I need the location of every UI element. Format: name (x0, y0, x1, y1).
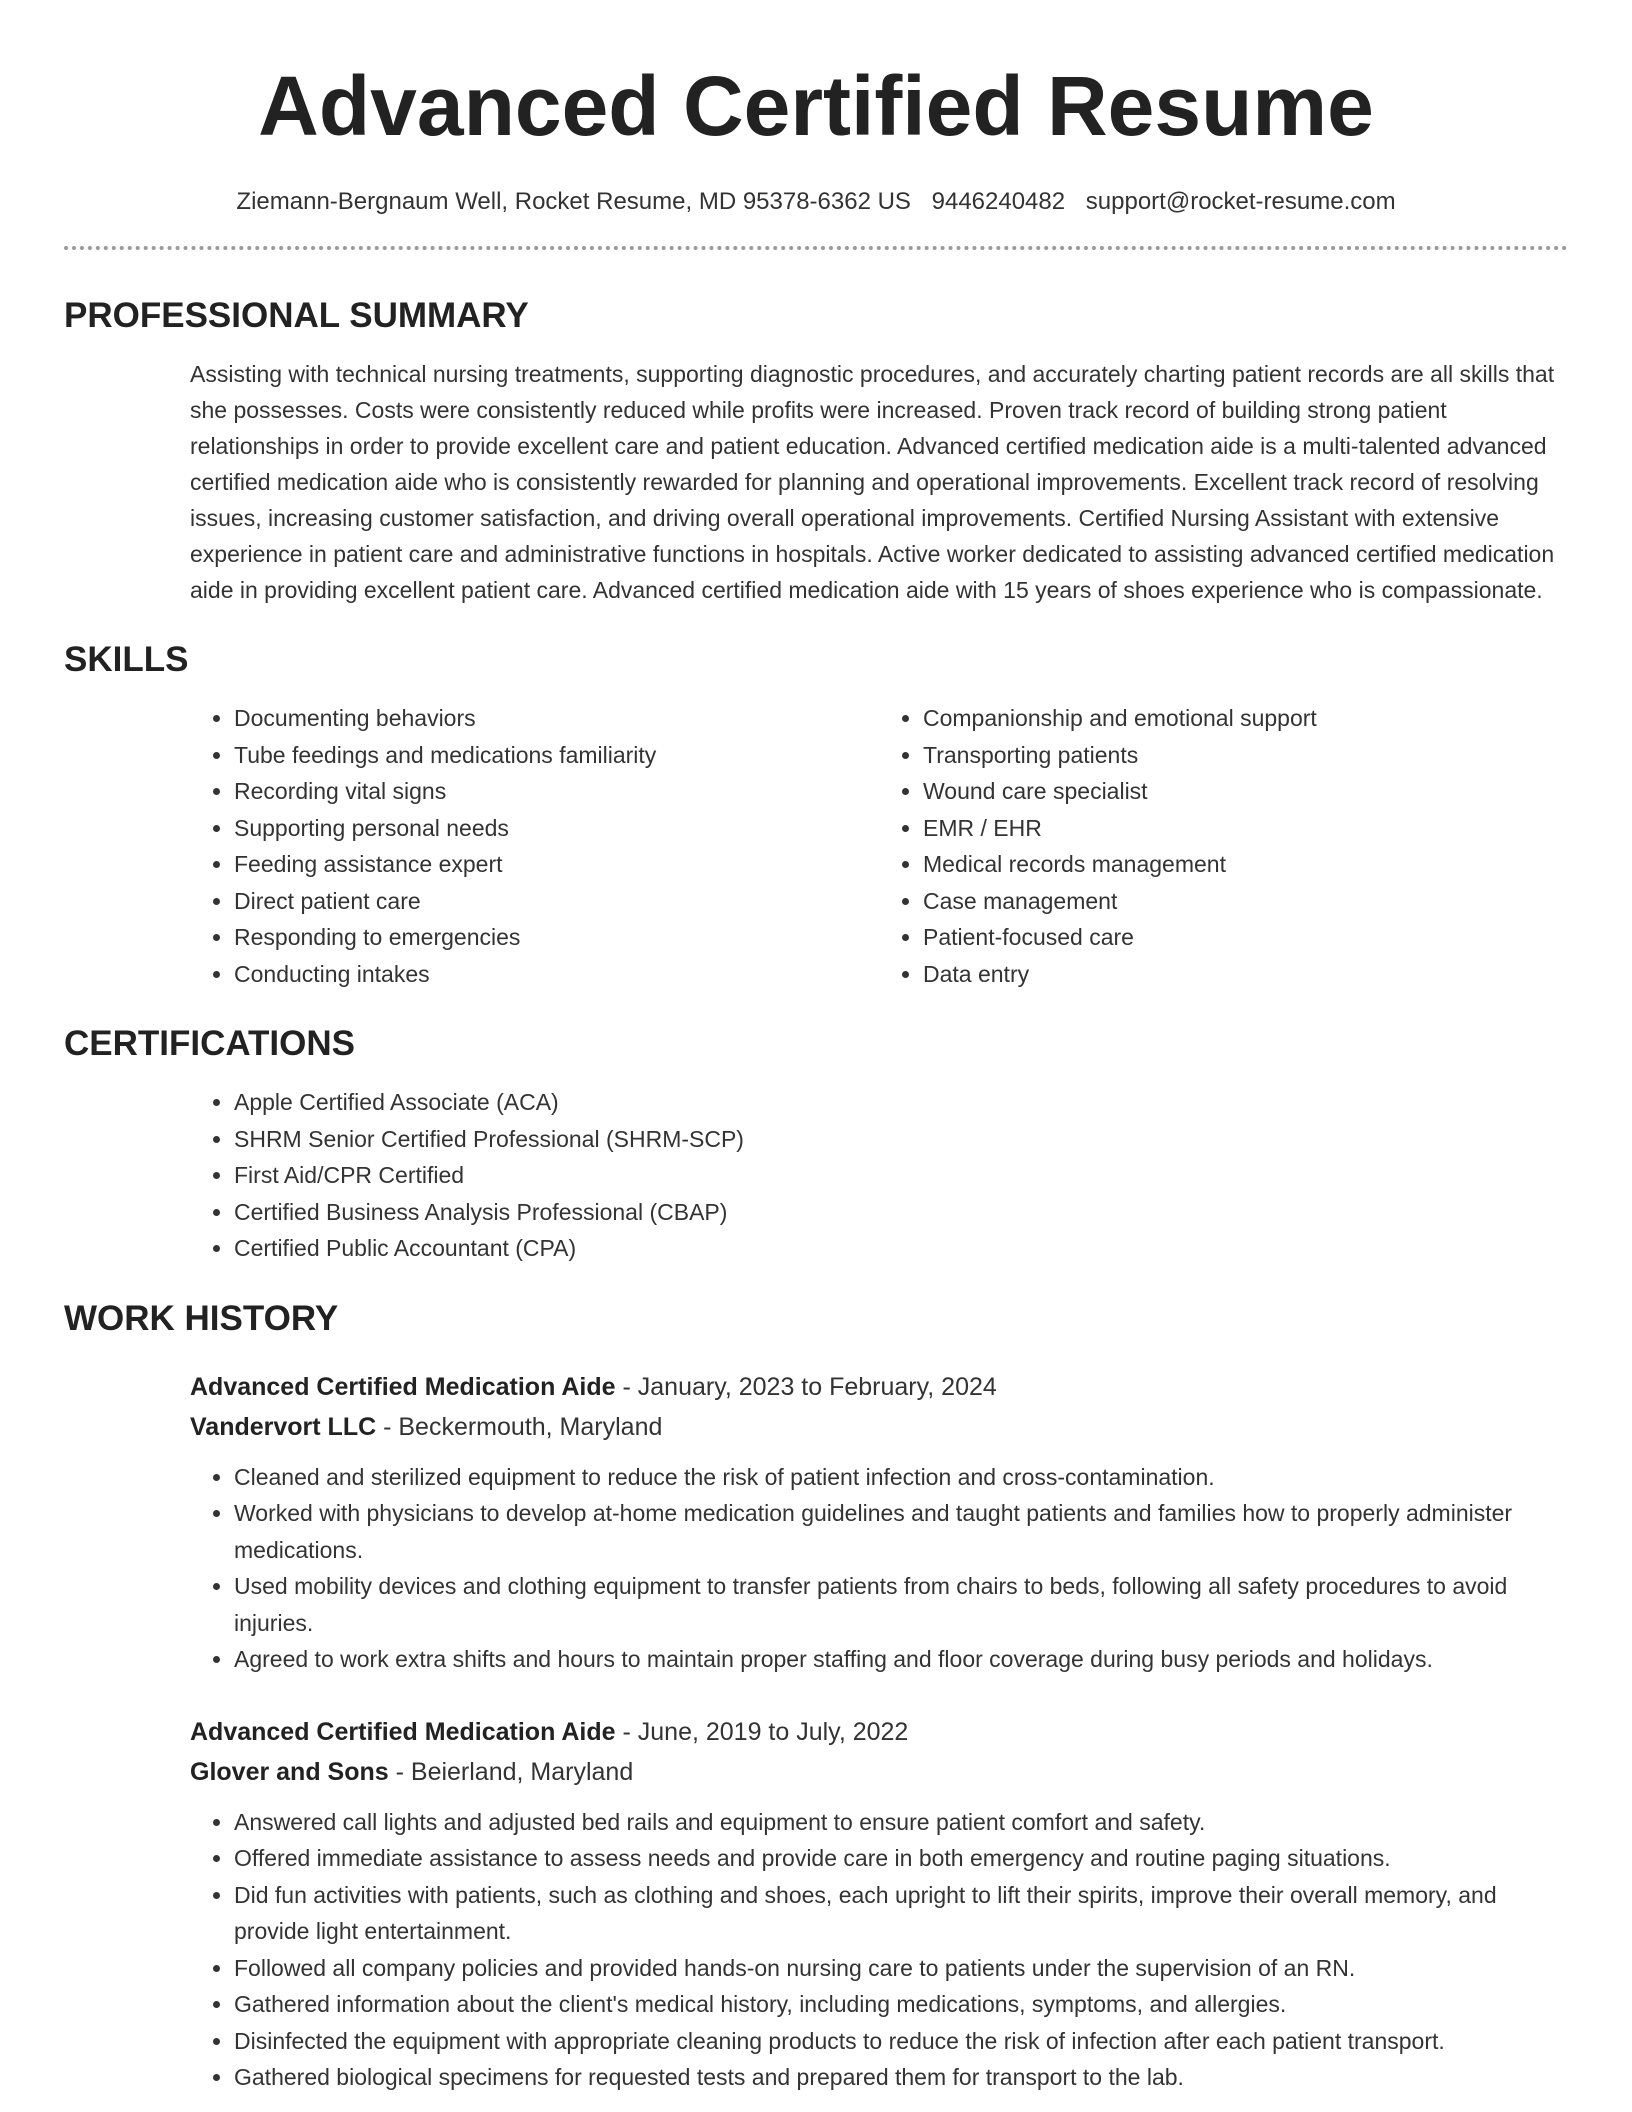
job-title: Advanced Certified Medication Aide (190, 1717, 616, 1746)
contact-address: Ziemann-Bergnaum Well, Rocket Resume, MD 95378-6362 US (236, 188, 911, 215)
skill-item: • Supporting personal needs (234, 810, 879, 847)
contact-phone: 9446240482 (931, 188, 1066, 215)
job-company-line (190, 1407, 1568, 1447)
job-bullet: • Disinfected the equipment with appropriate cleaning products to reduce the risk of infection after each patient transport. (234, 2023, 1568, 2060)
skill-item: • Documenting behaviors (234, 700, 879, 737)
skill-item: • Feeding assistance expert (234, 846, 879, 883)
job-bullets (190, 1804, 1568, 2096)
certifications-heading: CERTIFICATIONS (64, 1024, 356, 1063)
job-bullet: • Offered immediate assistance to assess needs and provide care in both emergency and routine paging situations. (234, 1840, 1568, 1877)
certification-item: • First Aid/CPR Certified (234, 1157, 1568, 1194)
job-title-line (190, 1712, 1568, 1752)
summary-text: Assisting with technical nursing treatments, supporting diagnostic procedures, and accurately charting patient records are all skills that she possesses. Costs were consistently reduced while profits were increased. Proven track record of building strong patient relationships in order to provide excellent care and patient education. Advanced certified medication aide is a multi-talented advanced certified medication aide who is consistently rewarded for planning and operational improvements. Excellent track record of resolving issues, increasing customer satisfaction, and driving overall operational improvements. Certified Nursing Assistant with extensive experience in patient care and administrative functions in hospitals. Active worker dedicated to assisting advanced certified medication aide in providing excellent patient care. Advanced certified medication aide with 15 years of shoes experience who is compassionate. (190, 361, 1555, 603)
skill-item: • Responding to emergencies (234, 919, 879, 956)
skills-section (64, 638, 1568, 992)
skill-item: • Tube feedings and medications familiarity (234, 737, 879, 774)
summary-heading: PROFESSIONAL SUMMARY (64, 296, 529, 335)
certification-item: • Apple Certified Associate (ACA) (234, 1084, 1568, 1121)
job-bullet: • Gathered information about the client's medical history, including medications, symptoms, and allergies. (234, 1986, 1568, 2023)
job-bullet: • Worked with physicians to develop at-home medication guidelines and taught patients and families how to properly administer medications. (234, 1495, 1568, 1568)
job-bullet: • Agreed to work extra shifts and hours to maintain proper staffing and floor coverage during busy periods and holidays. (234, 1641, 1568, 1678)
skills-heading: SKILLS (64, 640, 189, 679)
certification-item: • SHRM Senior Certified Professional (SHRM-SCP) (234, 1121, 1568, 1158)
resume-title: Advanced Certified Resume (258, 59, 1374, 153)
summary-section (64, 294, 1568, 608)
skill-item: • Data entry (923, 956, 1568, 993)
job-entry (190, 1712, 1568, 2096)
job-title: Advanced Certified Medication Aide (190, 1372, 616, 1401)
certification-item: • Certified Public Accountant (CPA) (234, 1230, 1568, 1267)
job-dates: - June, 2019 to July, 2022 (615, 1717, 909, 1746)
skills-list-right (879, 700, 1568, 992)
skill-item: • Conducting intakes (234, 956, 879, 993)
skill-item: • Direct patient care (234, 883, 879, 920)
skill-item: • Recording vital signs (234, 773, 879, 810)
skills-columns (190, 700, 1568, 992)
job-dates: - January, 2023 to February, 2024 (615, 1372, 997, 1401)
header-divider (64, 246, 1568, 250)
contact-line (64, 186, 1568, 218)
job-company: Vandervort LLC (190, 1412, 377, 1441)
skill-item: • Transporting patients (923, 737, 1568, 774)
skill-item: • Wound care specialist (923, 773, 1568, 810)
resume-page (64, 0, 1568, 2096)
work-history-heading: WORK HISTORY (64, 1298, 339, 1338)
job-location: - Beckermouth, Maryland (376, 1412, 663, 1441)
certification-item: • Certified Business Analysis Professional (CBAP) (234, 1194, 1568, 1231)
job-bullets (190, 1459, 1568, 1678)
job-company-line (190, 1752, 1568, 1792)
skills-list-left (190, 700, 879, 992)
work-history-section (64, 1297, 1568, 2096)
job-bullet: • Gathered biological specimens for requested tests and prepared them for transport to the lab. (234, 2059, 1568, 2096)
job-entry (190, 1367, 1568, 1678)
skill-item: • Case management (923, 883, 1568, 920)
job-bullet: • Used mobility devices and clothing equipment to transfer patients from chairs to beds, following all safety procedures to avoid injuries. (234, 1568, 1568, 1641)
skill-item: • EMR / EHR (923, 810, 1568, 847)
skill-item: • Companionship and emotional support (923, 700, 1568, 737)
contact-email[interactable]: support@rocket-resume.com (1085, 188, 1396, 215)
job-bullet: • Followed all company policies and provided hands-on nursing care to patients under the supervision of an RN. (234, 1950, 1568, 1987)
certifications-section (64, 1022, 1568, 1267)
job-bullet: • Cleaned and sterilized equipment to reduce the risk of patient infection and cross-contamination. (234, 1459, 1568, 1496)
skill-item: • Patient-focused care (923, 919, 1568, 956)
job-location: - Beierland, Maryland (388, 1757, 634, 1786)
job-bullet: • Did fun activities with patients, such as clothing and shoes, each upright to lift their spirits, improve their overall memory, and provide light entertainment. (234, 1877, 1568, 1950)
job-company: Glover and Sons (190, 1757, 389, 1786)
skill-item: • Medical records management (923, 846, 1568, 883)
certifications-list (190, 1084, 1568, 1267)
job-bullet: • Answered call lights and adjusted bed rails and equipment to ensure patient comfort and safety. (234, 1804, 1568, 1841)
job-title-line (190, 1367, 1568, 1407)
